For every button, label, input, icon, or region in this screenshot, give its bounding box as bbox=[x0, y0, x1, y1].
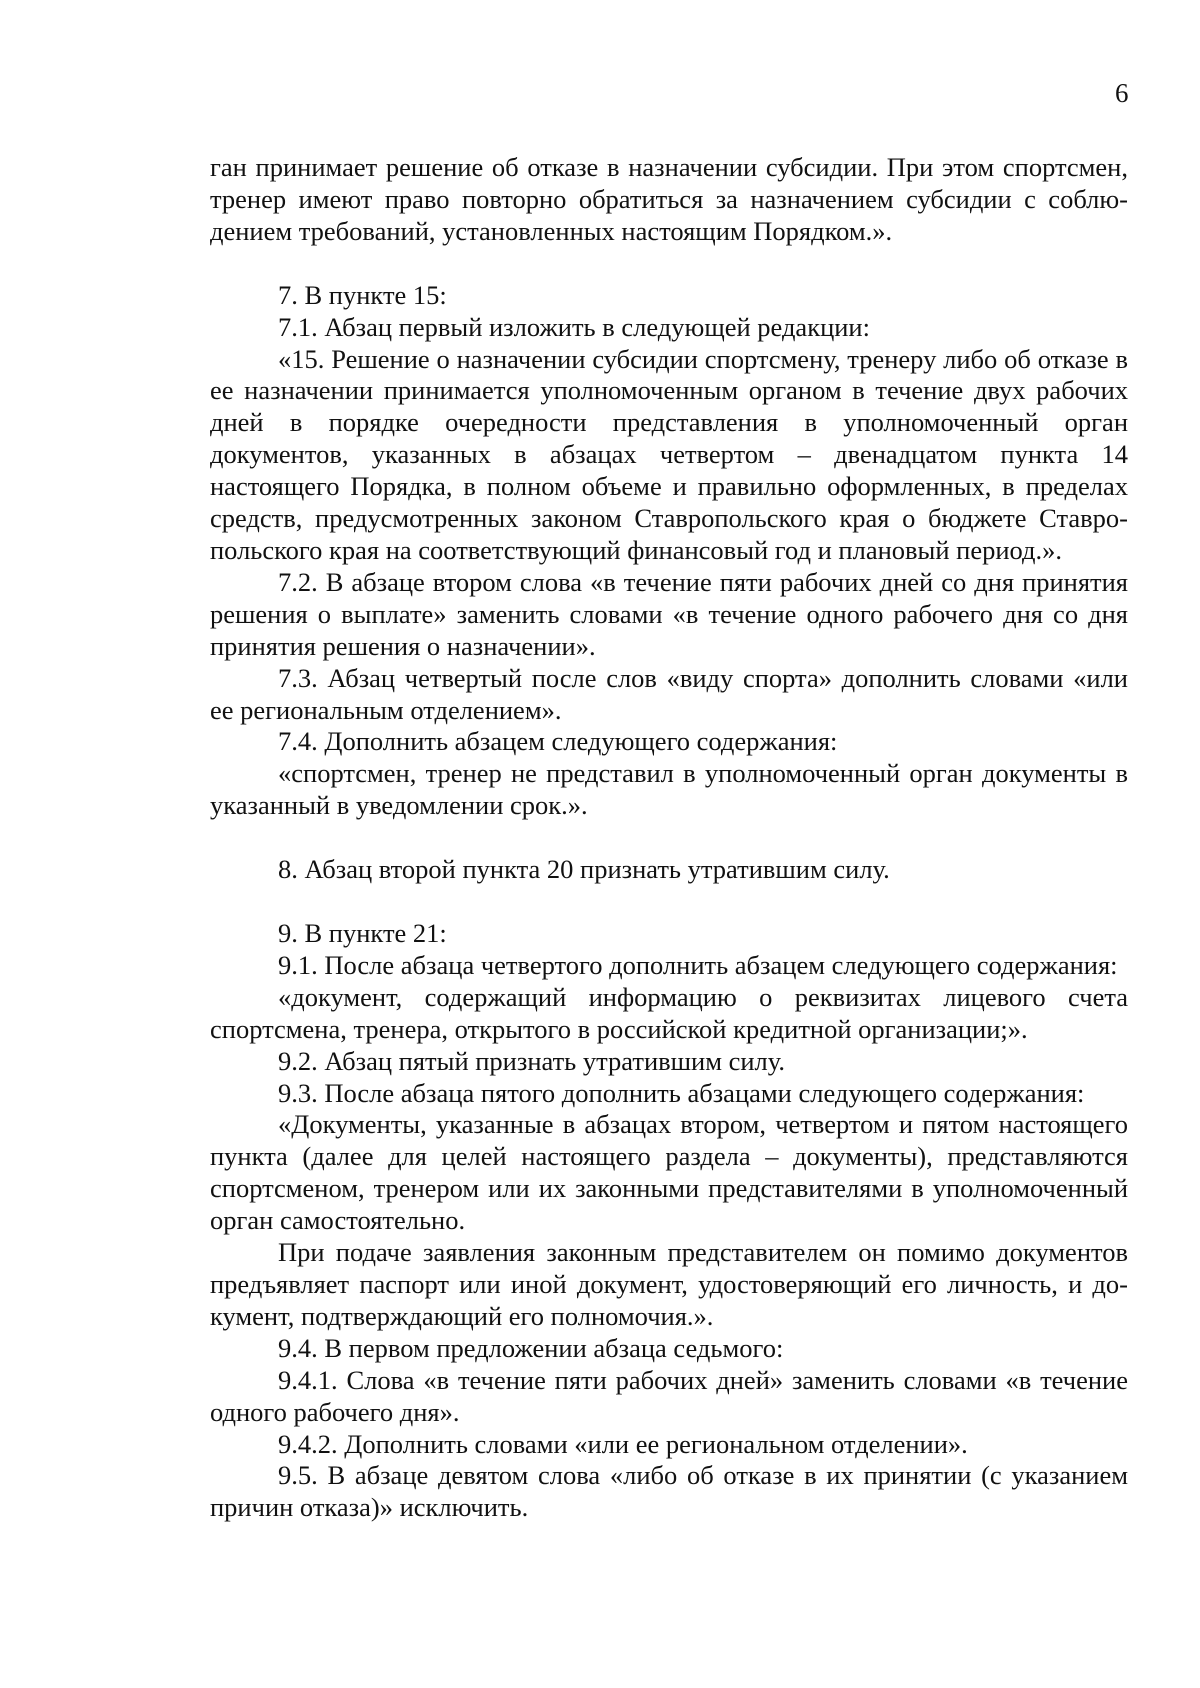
paragraph-item-9: 9. В пункте 21: bbox=[278, 918, 447, 949]
paragraph-item-9-1: 9.1. После абзаца четвертого дополнить абзацем следующего содержания: bbox=[278, 949, 1118, 980]
paragraph-item-9-2: 9.2. Абзац пятый признать утратившим силу. bbox=[278, 1045, 786, 1076]
paragraph-item-7: 7. В пункте 15: bbox=[278, 279, 447, 310]
paragraph-item-9-5: 9.5. В абзаце девятом слова «либо об отказе в их принятии (с указанием причин отказа)» исключить. bbox=[210, 1460, 1128, 1523]
paragraph-continuation: ган принимает решение об отказе в назначении субсидии. При этом спортсмен, тренер имеют право повторно обратиться за назначением субсидии с соблюдением требований, установленных настоящим Порядком.». bbox=[210, 152, 1128, 246]
document-body bbox=[210, 152, 1128, 1524]
paragraph-quote-9-3-a: «Документы, указанные в абзацах втором, четвертом и пятом настоящего пункта (далее для целей настоящего раздела – документы), представляются спортсменом, тренером или их законными представителями в уполномоченный орган самостоятельно. bbox=[210, 1109, 1128, 1236]
paragraph-quote-9-1: «документ, содержащий информацию о реквизитах лицевого счета спортсмена, тренера, открытого в российской кредитной организации;». bbox=[210, 981, 1128, 1044]
paragraph-item-7-2: 7.2. В абзаце втором слова «в течение пяти рабочих дней со дня принятия решения о выплате» заменить словами «в течение одного рабочего дня со дня принятия решения о назначении». bbox=[210, 566, 1128, 661]
paragraph-item-7-4: 7.4. Дополнить абзацем следующего содержания: bbox=[278, 726, 838, 757]
paragraph-item-9-4-1: 9.4.1. Слова «в течение пяти рабочих дней» заменить словами «в течение одного рабочего дня». bbox=[210, 1364, 1128, 1427]
paragraph-item-7-1: 7.1. Абзац первый изложить в следующей редакции: bbox=[278, 311, 870, 342]
paragraph-quote-9-3-b: При подаче заявления законным представителем он помимо документов предъявляет паспорт или иной документ, удостоверяющий его личность, и документ, подтверждающий его полномочия.». bbox=[210, 1237, 1128, 1331]
paragraph-item-8: 8. Абзац второй пункта 20 признать утратившим силу. bbox=[278, 854, 890, 885]
paragraph-item-7-3: 7.3. Абзац четвертый после слов «виду спорта» дополнить словами «или ее региональным отделением». bbox=[210, 662, 1128, 725]
paragraph-quote-15: «15. Решение о назначении субсидии спортсмену, тренеру либо об отказе в ее назначении принимается уполномоченным органом в течение двух рабочих дней в порядке очередности представления в уполномоченный орган документов, указанных в абзацах четвертом – двенадцатом пункта 14 настоящего Порядка, в полном объеме и правильно оформленных, в пределах средств, предусмотренных законом Ставропольского края о бюджете Ставропольского края на соответствующий финансовый год и плановый период.». bbox=[210, 343, 1128, 565]
paragraph-item-9-4: 9.4. В первом предложении абзаца седьмого: bbox=[278, 1332, 784, 1363]
paragraph-item-9-4-2: 9.4.2. Дополнить словами «или ее региональном отделении». bbox=[278, 1428, 968, 1459]
paragraph-quote-7-4: «спортсмен, тренер не представил в уполномоченный орган документы в указанный в уведомлении срок.». bbox=[210, 758, 1128, 821]
page-number: 6 bbox=[1115, 78, 1129, 108]
paragraph-item-9-3: 9.3. После абзаца пятого дополнить абзацами следующего содержания: bbox=[278, 1077, 1085, 1108]
